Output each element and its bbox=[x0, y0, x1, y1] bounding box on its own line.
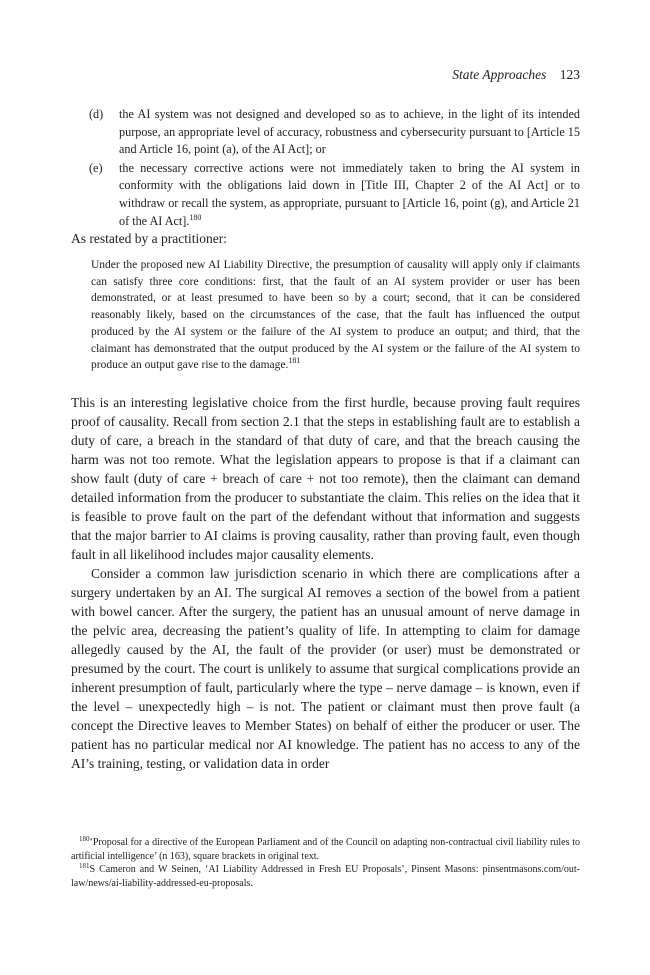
list-item-label: (d) bbox=[89, 107, 104, 121]
list-item-text: the necessary corrective actions were not immediately taken to bring the AI system in conformity with the obligations laid down in [Title III, Chapter 2 of the AI Act] or to withdraw or recall the system, as appropriate, pursuant to [Article 16, point (g), and Article 21 of the AI Act]. bbox=[119, 160, 580, 228]
list-item bbox=[71, 160, 580, 230]
body-text bbox=[71, 393, 580, 773]
conditions-list bbox=[71, 106, 580, 231]
footnote-181 bbox=[71, 863, 580, 890]
footnote-number: 181 bbox=[79, 862, 90, 870]
list-item-label: (e) bbox=[89, 160, 103, 175]
footnote-ref-181[interactable]: 181 bbox=[288, 356, 301, 366]
footnote-180 bbox=[71, 836, 580, 863]
running-header bbox=[452, 67, 580, 83]
footnote-text: ‘Proposal for a directive of the European Parliament and of the Council on adapting non-contractual civil liability rules to artificial intelligence’ (n 163), square brackets in original text. bbox=[71, 837, 580, 862]
running-title: State Approaches bbox=[452, 67, 547, 82]
paragraph: This is an interesting legislative choice from the first hurdle, because proving fault requires proof of causality. Recall from section 2.1 that the steps in establishing fault are to establish a duty of care, a breach in the standard of that duty of care, and that the breach causing the harm was not too remote. What the legislation appears to propose is that if a claimant can show fault (duty of care + breach of care + not too remote), then the claimant can demand detailed information from the producer to substantiate the claim. This relies on the idea that it is feasible to prove fault on the part of the defendant without that information and suggests that the major barrier to AI claims is proving causality, rather than proving fault, even though fault in all likelihood includes major causality elements. bbox=[71, 395, 580, 562]
block-quote bbox=[91, 257, 580, 374]
lead-in-text: As restated by a practitioner: bbox=[71, 231, 227, 246]
page-number: 123 bbox=[559, 67, 580, 82]
paragraph: Consider a common law jurisdiction scenario in which there are complications after a surgery undertaken by an AI. The surgical AI removes a section of the bowel from a patient with bowel cancer. After the surgery, the patient has an unusual amount of nerve damage in the pelvic area, decreasing the patient’s quality of life. In attempting to claim for damage allegedly caused by the AI, the fault of the provider (or user) must be demonstrated or presumed by the court. The court is unlikely to assume that surgical complications provide an inherent presumption of fault, particularly where the type – nerve damage – is known, even if the level – unexpectedly high – is not. The patient or claimant must then prove fault (a concept the Directive leaves to Member States) on behalf of either the producer or user. The patient has no particular medical nor AI knowledge. The patient has no access to any of the AI’s training, testing, or validation data in order bbox=[71, 566, 580, 771]
quote-text: Under the proposed new AI Liability Directive, the presumption of causality will apply only if claimants can satisfy three core conditions: first, that the fault of an AI system provider or user has been demonstrated, or at least presumed to have been so by a court; second, that it can be considered reasonably likely, based on the circumstances of the case, that the fault has influenced the output produced by the AI system or the failure of the AI system to produce an output; and third, that the claimant has demonstrated that the output produced by the AI system or the failure of the AI system to produce an output gave rise to the damage. bbox=[91, 259, 580, 372]
list-item bbox=[71, 106, 580, 159]
footnote-text: S Cameron and W Seinen, ‘AI Liability Addressed in Fresh EU Proposals’, Pinsent Masons: pinsentmasons.com/out-law/news/ai-liability-addressed-eu-proposals. bbox=[71, 864, 580, 889]
footnote-number: 180 bbox=[79, 835, 90, 843]
footnotes bbox=[71, 836, 580, 890]
footnote-ref-180[interactable]: 180 bbox=[189, 212, 202, 222]
list-item-text: the AI system was not designed and developed so as to achieve, in the light of its intended purpose, an appropriate level of accuracy, robustness and cybersecurity pursuant to [Article 15 and Article 16, point (a), of the AI Act]; or bbox=[119, 107, 580, 157]
